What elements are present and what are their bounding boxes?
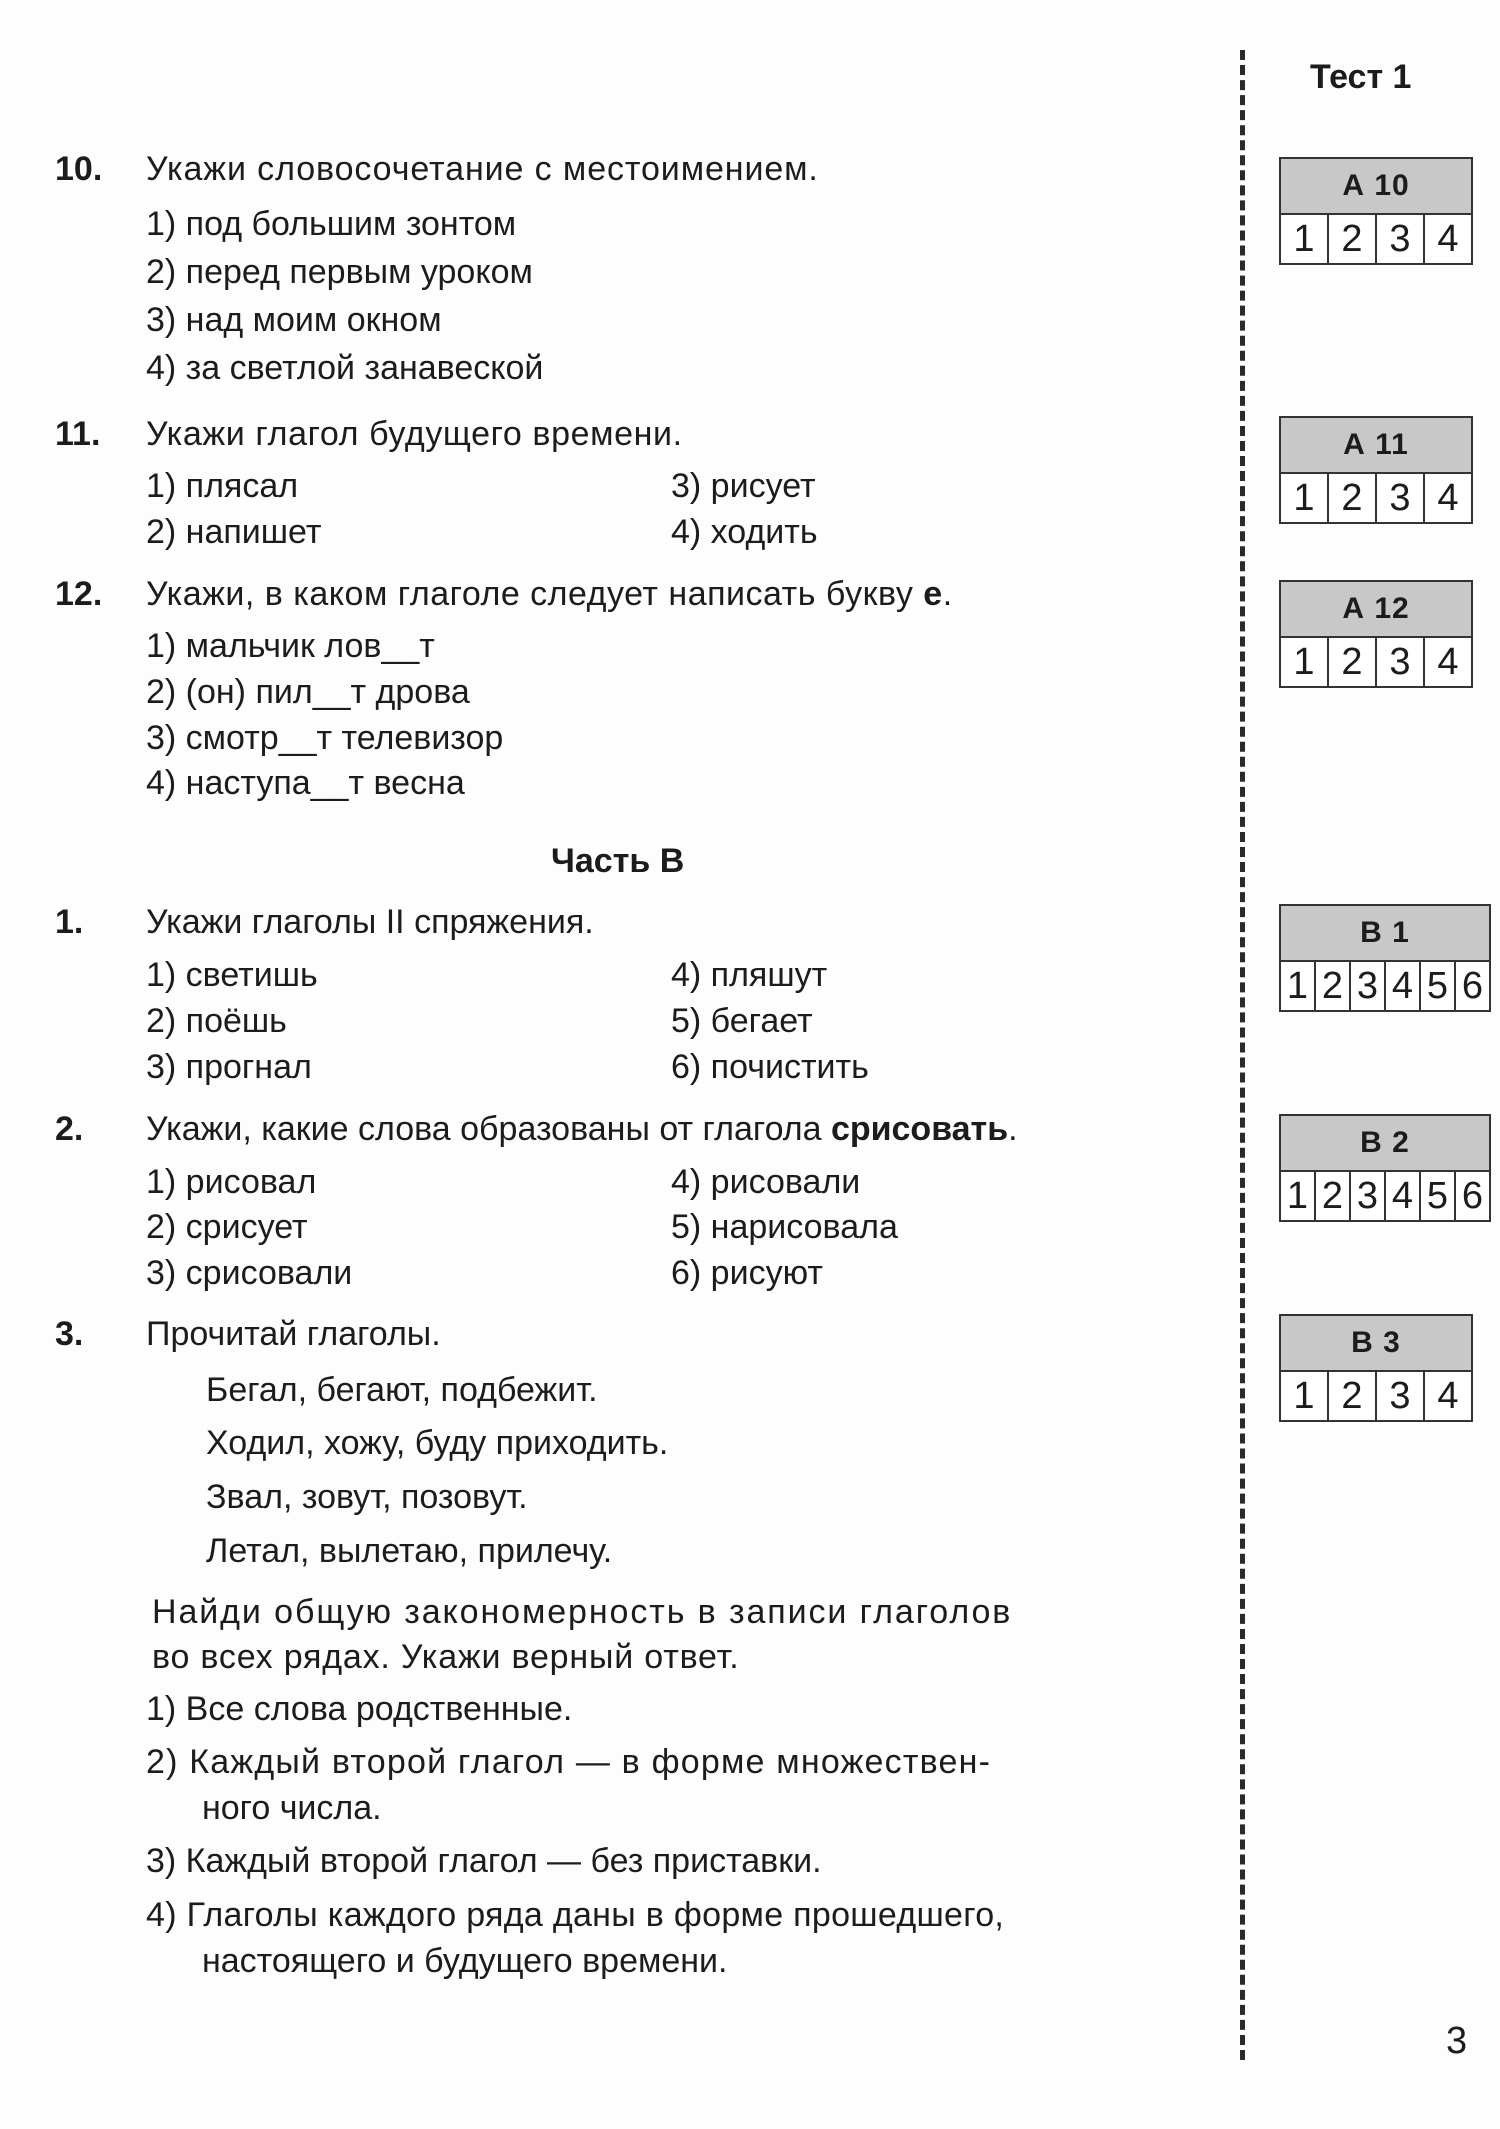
answer-cell[interactable]: 3: [1377, 1372, 1425, 1420]
answer-cell[interactable]: 3: [1377, 215, 1425, 263]
verb-row: Звал, зовут, позовут.: [206, 1478, 528, 1516]
option[interactable]: 5) бегает: [671, 1002, 813, 1040]
answer-box-b3[interactable]: [1279, 1314, 1473, 1422]
answer-cell[interactable]: 5: [1421, 1172, 1456, 1220]
option[interactable]: 3) прогнал: [146, 1048, 312, 1086]
task-text: Найди общую закономерность в записи глаголов: [152, 1593, 1013, 1631]
text-part: .: [942, 575, 953, 613]
option[interactable]: 4) ходить: [671, 513, 818, 551]
answer-cell[interactable]: 6: [1461, 965, 1484, 1007]
answer-cell[interactable]: 2: [1329, 474, 1377, 522]
question-text: [146, 1110, 1018, 1149]
answer-cell[interactable]: 4: [1437, 1375, 1459, 1417]
answer-cell[interactable]: 2: [1316, 962, 1351, 1010]
option[interactable]: 4) за светлой занавеской: [146, 349, 544, 387]
answer-cell[interactable]: 4: [1437, 641, 1459, 683]
answer-cell[interactable]: 4: [1437, 218, 1459, 260]
option-continued: ного числа.: [202, 1789, 382, 1827]
answer-cell[interactable]: 1: [1281, 215, 1329, 263]
answer-cell[interactable]: 3: [1351, 962, 1386, 1010]
answer-box-label: В 1: [1281, 906, 1489, 962]
answer-cell[interactable]: 4: [1386, 1172, 1421, 1220]
answer-box-label: В 2: [1281, 1116, 1489, 1172]
answer-cell[interactable]: 1: [1281, 1372, 1329, 1420]
option[interactable]: 2) срисует: [146, 1208, 308, 1246]
task-text: во всех рядах. Укажи верный ответ.: [152, 1638, 740, 1676]
option[interactable]: 2) поёшь: [146, 1002, 287, 1040]
answer-cell[interactable]: 4: [1437, 477, 1459, 519]
question-text: Укажи глаголы II спряжения.: [146, 903, 594, 941]
answer-box-label: А 11: [1281, 418, 1471, 474]
answer-cell[interactable]: 2: [1329, 215, 1377, 263]
answer-cell[interactable]: 2: [1329, 1372, 1377, 1420]
answer-box-label: А 10: [1281, 159, 1471, 215]
question-text: Прочитай глаголы.: [146, 1315, 441, 1353]
option[interactable]: 2) Каждый второй глагол — в форме множествен-: [146, 1743, 992, 1781]
answer-cell[interactable]: 5: [1421, 962, 1456, 1010]
question-text: Укажи глагол будущего времени.: [146, 415, 683, 453]
text-part: Укажи, какие слова образованы от глагола: [146, 1110, 831, 1148]
answer-cell[interactable]: 1: [1281, 638, 1329, 686]
bold-letter: е: [923, 575, 943, 613]
option[interactable]: 6) рисуют: [671, 1254, 823, 1292]
text-part: .: [1008, 1110, 1018, 1148]
question-number: 1.: [55, 903, 84, 941]
option[interactable]: 4) наступа__т весна: [146, 764, 465, 802]
question-number: 11.: [55, 415, 101, 453]
answer-cell[interactable]: 3: [1351, 1172, 1386, 1220]
answer-cell[interactable]: 4: [1386, 962, 1421, 1010]
option[interactable]: 1) плясал: [146, 467, 299, 505]
verb-row: Летал, вылетаю, прилечу.: [206, 1532, 613, 1570]
option[interactable]: 1) мальчик лов__т: [146, 627, 435, 665]
page-number: 3: [1446, 2020, 1468, 2062]
answer-cell[interactable]: 3: [1377, 638, 1425, 686]
answer-cell[interactable]: 2: [1316, 1172, 1351, 1220]
option[interactable]: 3) Каждый второй глагол — без приставки.: [146, 1842, 822, 1880]
option[interactable]: 1) светишь: [146, 956, 318, 994]
test-label: Тест 1: [1310, 58, 1412, 96]
option[interactable]: 6) почистить: [671, 1048, 869, 1086]
answer-cell[interactable]: 1: [1281, 962, 1316, 1010]
answer-box-a11[interactable]: [1279, 416, 1473, 524]
text-part: Укажи, в каком глаголе следует написать букву: [146, 575, 924, 613]
option[interactable]: 1) под большим зонтом: [146, 205, 517, 243]
option[interactable]: 3) рисует: [671, 467, 816, 505]
answer-cell[interactable]: 1: [1281, 474, 1329, 522]
option[interactable]: 4) рисовали: [671, 1163, 861, 1201]
option[interactable]: 2) (он) пил__т дрова: [146, 673, 470, 711]
option[interactable]: 3) над моим окном: [146, 301, 442, 339]
question-number: 12.: [55, 575, 103, 613]
answer-box-a10[interactable]: [1279, 157, 1473, 265]
question-number: 3.: [55, 1315, 84, 1353]
verb-row: Бегал, бегают, подбежит.: [206, 1371, 598, 1409]
question-text: Укажи словосочетание с местоимением.: [146, 150, 819, 188]
answer-box-label: А 12: [1281, 582, 1471, 638]
answer-box-b1[interactable]: [1279, 904, 1491, 1012]
question-number: 2.: [55, 1110, 84, 1148]
answer-box-b2[interactable]: [1279, 1114, 1491, 1222]
option[interactable]: 1) рисовал: [146, 1163, 317, 1201]
question-number: 10.: [55, 150, 103, 188]
option[interactable]: 2) перед первым уроком: [146, 253, 533, 291]
verb-row: Ходил, хожу, буду приходить.: [206, 1424, 669, 1462]
option[interactable]: 4) пляшут: [671, 956, 828, 994]
answer-box-label: В 3: [1281, 1316, 1471, 1372]
option[interactable]: 5) нарисовала: [671, 1208, 898, 1246]
answer-box-a12[interactable]: [1279, 580, 1473, 688]
answer-cell[interactable]: 6: [1461, 1175, 1484, 1217]
dashed-divider: [1240, 50, 1245, 2060]
option[interactable]: 4) Глаголы каждого ряда даны в форме прошедшего,: [146, 1896, 1005, 1934]
answer-cell[interactable]: 2: [1329, 638, 1377, 686]
bold-word: срисовать: [830, 1110, 1009, 1148]
section-title: Часть B: [551, 842, 685, 880]
question-text: [146, 575, 953, 614]
option[interactable]: 3) смотр__т телевизор: [146, 719, 504, 757]
answer-cell[interactable]: 3: [1377, 474, 1425, 522]
option[interactable]: 1) Все слова родственные.: [146, 1690, 573, 1728]
option-continued: настоящего и будущего времени.: [202, 1942, 728, 1980]
answer-cell[interactable]: 1: [1281, 1172, 1316, 1220]
option[interactable]: 2) напишет: [146, 513, 322, 551]
option[interactable]: 3) срисовали: [146, 1254, 353, 1292]
